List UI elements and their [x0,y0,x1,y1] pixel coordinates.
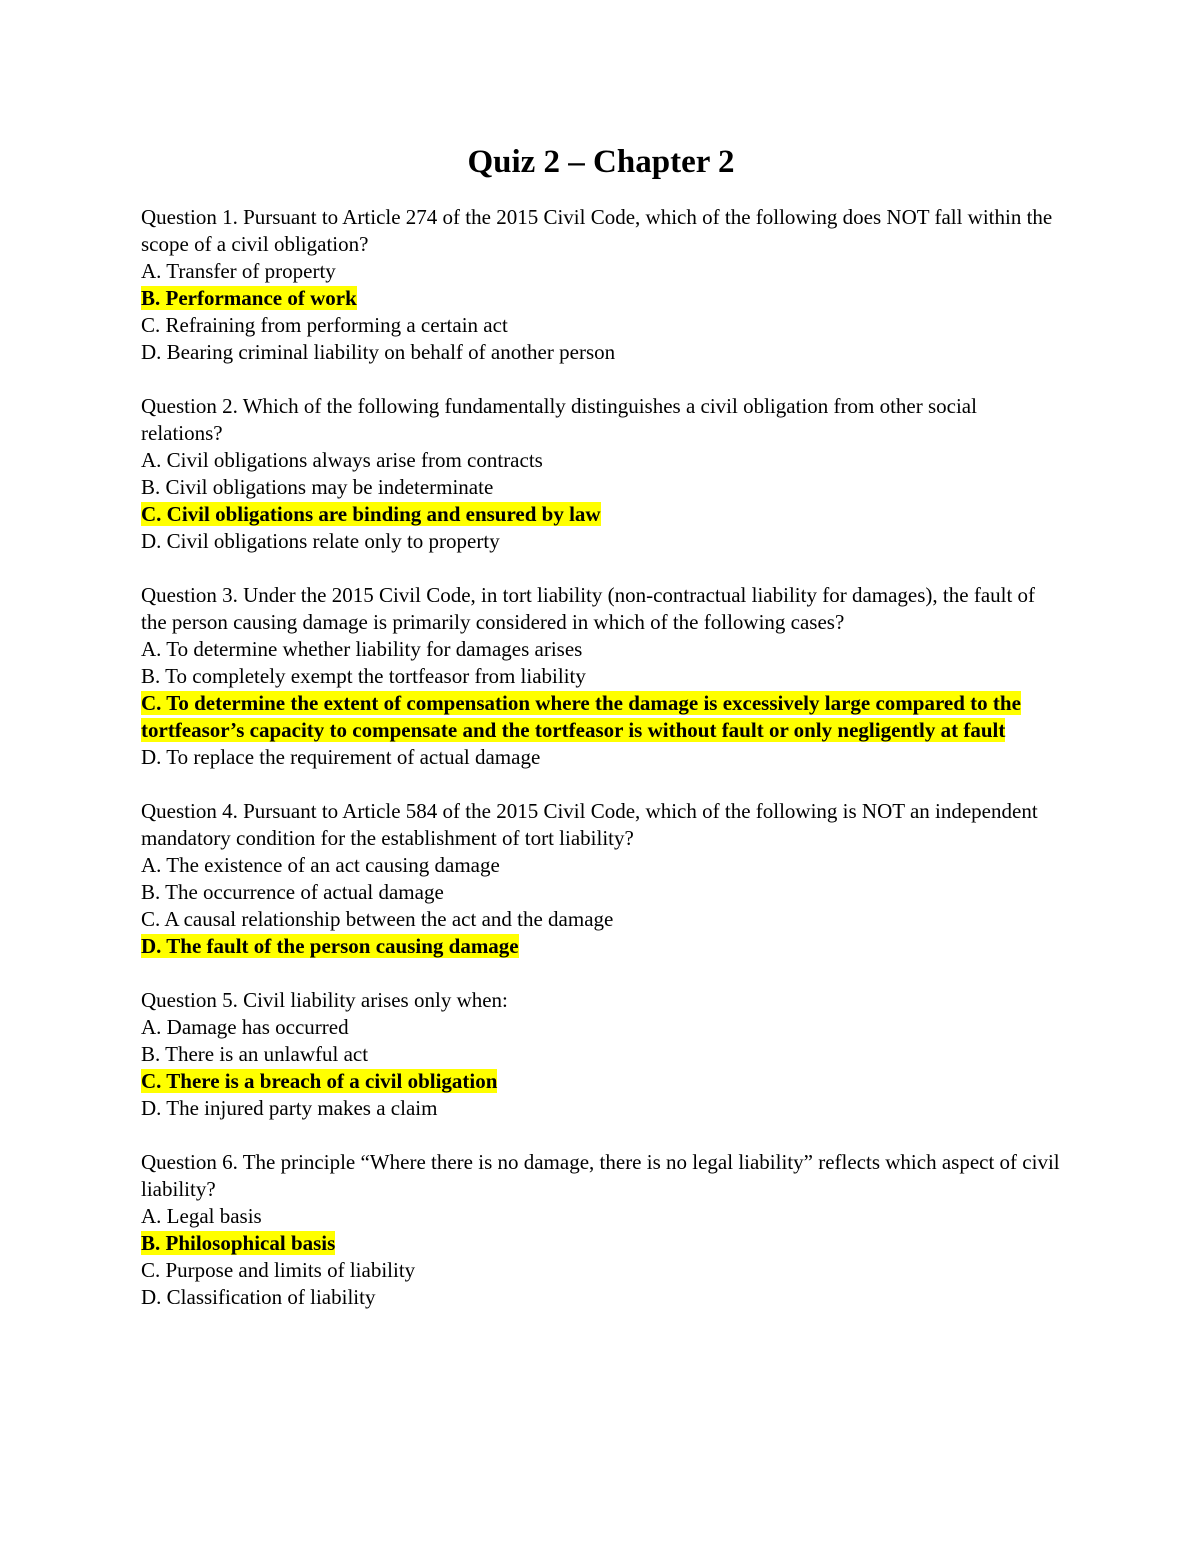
option-text: D. To replace the requirement of actual damage [141,745,541,769]
question-2 [141,393,1061,555]
answer-option [141,879,1061,906]
answer-option [141,312,1061,339]
question-text: Question 5. Civil liability arises only when: [141,988,508,1012]
answer-option [141,474,1061,501]
answer-option [141,852,1061,879]
highlighted-answer [141,933,1061,960]
option-text: A. Civil obligations always arise from contracts [141,448,543,472]
answer-option [141,339,1061,366]
highlighted-answer [141,690,1061,744]
option-text: A. The existence of an act causing damage [141,853,500,877]
option-text: D. The fault of the person causing damage [141,934,519,958]
answer-option [141,1203,1061,1230]
option-text: B. Philosophical basis [141,1231,336,1255]
answer-option [141,1014,1061,1041]
option-text: D. Civil obligations relate only to property [141,529,500,553]
answer-option [141,258,1061,285]
option-text: D. Bearing criminal liability on behalf of another person [141,340,616,364]
answer-option [141,528,1061,555]
highlighted-answer [141,285,1061,312]
option-text: A. Transfer of property [141,259,336,283]
question-4 [141,798,1061,960]
highlighted-answer [141,501,1061,528]
option-text: A. Legal basis [141,1204,262,1228]
document-title: Quiz 2 – Chapter 2 [467,144,735,180]
question-5 [141,987,1061,1122]
option-text: B. The occurrence of actual damage [141,880,444,904]
question-6 [141,1149,1061,1311]
highlighted-answer [141,1068,1061,1095]
answer-option [141,1284,1061,1311]
document-page [141,140,1061,1338]
option-text: B. Civil obligations may be indeterminate [141,475,494,499]
answer-option [141,447,1061,474]
option-text: A. To determine whether liability for damages arises [141,637,583,661]
answer-option [141,1041,1061,1068]
answer-option [141,906,1061,933]
answer-option [141,1095,1061,1122]
option-text: D. The injured party makes a claim [141,1096,438,1120]
question-text: Question 6. The principle “Where there is no damage, there is no legal liability” reflects which aspect of civil liability? [141,1150,1060,1201]
answer-option [141,1257,1061,1284]
question-text: Question 3. Under the 2015 Civil Code, in tort liability (non-contractual liability for damages), the fault of the person causing damage is primarily considered in which of the following cases? [141,583,1036,634]
option-text: B. There is an unlawful act [141,1042,369,1066]
option-text: C. A causal relationship between the act and the damage [141,907,614,931]
question-3 [141,582,1061,771]
option-text: D. Classification of liability [141,1285,376,1309]
highlighted-answer [141,1230,1061,1257]
answer-option [141,744,1061,771]
answer-option [141,636,1061,663]
option-text: B. To completely exempt the tortfeasor from liability [141,664,586,688]
question-1 [141,204,1061,366]
option-text: C. To determine the extent of compensation where the damage is excessively large compared to the tortfeasor’s capacity to compensate and the tortfeasor is without fault or only negligently at fault [141,691,1021,742]
option-text: C. Refraining from performing a certain act [141,313,508,337]
option-text: C. There is a breach of a civil obligation [141,1069,498,1093]
option-text: C. Civil obligations are binding and ensured by law [141,502,601,526]
question-text: Question 2. Which of the following fundamentally distinguishes a civil obligation from other social relations? [141,394,977,445]
answer-option [141,663,1061,690]
question-text: Question 4. Pursuant to Article 584 of the 2015 Civil Code, which of the following is NOT an independent mandatory condition for the establishment of tort liability? [141,799,1038,850]
option-text: C. Purpose and limits of liability [141,1258,416,1282]
option-text: B. Performance of work [141,286,357,310]
question-text: Question 1. Pursuant to Article 274 of the 2015 Civil Code, which of the following does NOT fall within the scope of a civil obligation? [141,205,1053,256]
option-text: A. Damage has occurred [141,1015,349,1039]
